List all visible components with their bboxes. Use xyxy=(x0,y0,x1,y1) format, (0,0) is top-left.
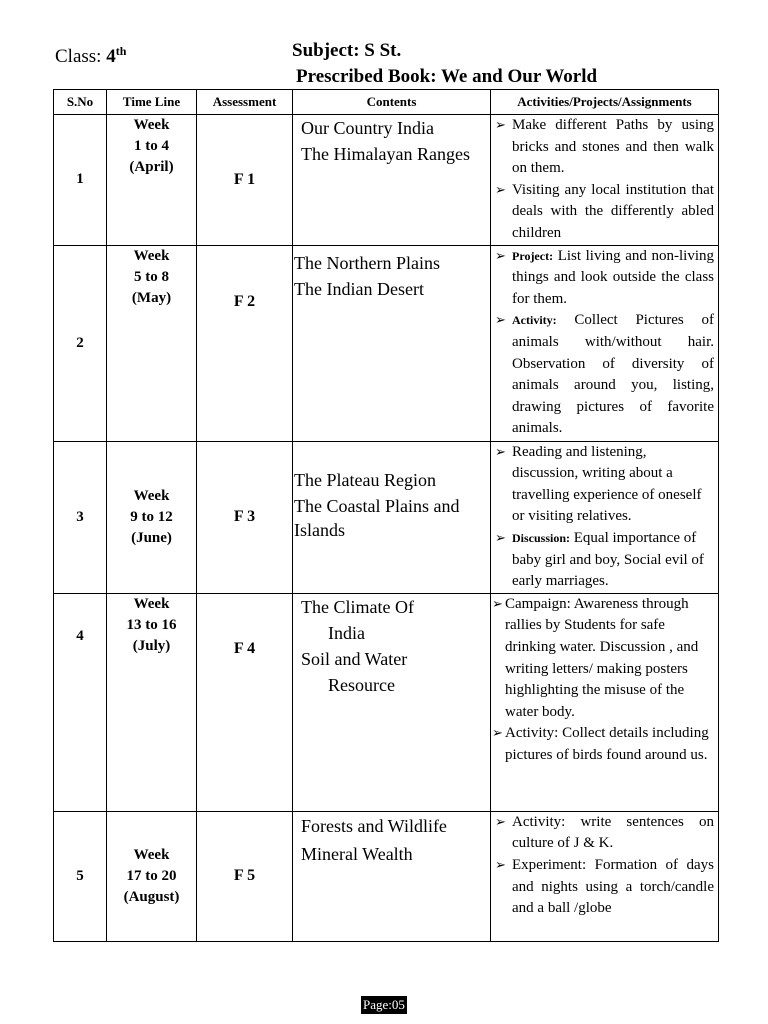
arrow-bullet-icon: ➢ xyxy=(495,857,506,873)
timeline-week: Week xyxy=(133,595,170,612)
row-sno: 4 xyxy=(54,593,107,811)
content-topic: The Coastal Plains and Islands xyxy=(294,495,460,540)
content-topic: Resource xyxy=(328,674,395,695)
row-timeline xyxy=(107,245,197,441)
table-row xyxy=(54,811,719,941)
timeline-range: 9 to 12 xyxy=(130,508,173,525)
timeline-week: Week xyxy=(133,117,170,133)
arrow-bullet-icon: ➢ xyxy=(495,814,506,830)
content-topic: Forests and Wildlife xyxy=(301,815,447,836)
row-assessment: F 3 xyxy=(197,441,293,593)
activity-item: ➢ Reading and listening, discussion, writing about a travelling experience of oneself or visiting relatives. xyxy=(495,443,702,525)
row-activities xyxy=(491,115,719,246)
timeline-week: Week xyxy=(133,487,170,504)
activity-item: ➢ Activity: Collect details including pictures of birds found around us. xyxy=(492,725,709,763)
table-row xyxy=(54,115,719,246)
activity-item: ➢ Activity: write sentences on culture of J & K. xyxy=(495,813,714,852)
row-contents xyxy=(293,593,491,811)
timeline-week: Week xyxy=(133,247,170,264)
row-timeline xyxy=(107,115,197,246)
content-topic: The Plateau Region xyxy=(294,469,436,490)
arrow-bullet-icon: ➢ xyxy=(492,726,503,742)
arrow-bullet-icon: ➢ xyxy=(495,444,506,460)
timeline-week: Week xyxy=(133,846,170,863)
content-topic: The Indian Desert xyxy=(294,278,424,299)
row-assessment: F 4 xyxy=(197,593,293,811)
activity-item: ➢ Campaign: Awareness through rallies by Students for safe drinking water. Discussion , and writing letters/ making posters highlighting the misuse of the water body. xyxy=(492,595,699,720)
row-assessment: F 2 xyxy=(197,245,293,441)
arrow-bullet-icon: ➢ xyxy=(495,182,506,198)
timeline-range: 1 to 4 xyxy=(134,138,169,154)
row-contents xyxy=(293,245,491,441)
content-topic: India xyxy=(328,622,365,643)
activity-item: ➢ Make different Paths by using bricks and stones and then walk on them. xyxy=(495,117,714,177)
content-topic: The Himalayan Ranges xyxy=(301,144,470,164)
row-timeline xyxy=(107,811,197,941)
row-timeline xyxy=(107,593,197,811)
col-header-assessment: Assessment xyxy=(197,90,293,115)
row-sno: 5 xyxy=(54,811,107,941)
prescribed-book-title: Prescribed Book: We and Our World xyxy=(296,66,598,87)
timeline-month: (August) xyxy=(123,888,180,905)
row-assessment: F 5 xyxy=(197,811,293,941)
timeline-range: 13 to 16 xyxy=(126,616,177,633)
timeline-month: (June) xyxy=(131,529,172,546)
col-header-contents: Contents xyxy=(293,90,491,115)
syllabus-table xyxy=(53,89,719,942)
content-topic: Mineral Wealth xyxy=(301,843,413,864)
col-header-activities: Activities/Projects/Assignments xyxy=(491,90,719,115)
class-label: Class: 4th xyxy=(55,44,127,67)
col-header-sno: S.No xyxy=(54,90,107,115)
arrow-bullet-icon: ➢ xyxy=(495,313,506,329)
activity-item: ➢ Visiting any local institution that deals with the differently abled children xyxy=(495,181,714,241)
timeline-month: (April) xyxy=(129,159,174,175)
content-topic: Our Country India xyxy=(301,118,434,138)
activity-item: ➢ Discussion: Equal importance of baby girl and boy, Social evil of early marriages. xyxy=(495,529,704,590)
arrow-bullet-icon: ➢ xyxy=(495,248,506,264)
row-activities xyxy=(491,811,719,941)
content-topic: The Northern Plains xyxy=(294,252,440,273)
row-activities xyxy=(491,593,719,811)
row-activities xyxy=(491,245,719,441)
content-topic: Soil and Water xyxy=(301,648,408,669)
activity-item: ➢ Project: List living and non-living things and look outside the class for them. xyxy=(495,247,715,307)
table-header-row xyxy=(54,90,719,115)
timeline-range: 5 to 8 xyxy=(134,268,169,285)
subject-title: Subject: S St. xyxy=(292,40,402,61)
arrow-bullet-icon: ➢ xyxy=(495,530,506,546)
row-assessment: F 1 xyxy=(197,115,293,246)
activity-item: ➢ Activity: Collect Pictures of animals with/without hair. Observation of diversity of animals around you, listing, drawing pictures of favorite animals. xyxy=(495,312,714,437)
table-row xyxy=(54,593,719,811)
table-row xyxy=(54,245,719,441)
content-topic: The Climate Of xyxy=(301,596,414,617)
arrow-bullet-icon: ➢ xyxy=(492,596,503,612)
activity-item: ➢ Experiment: Formation of days and nights using a torch/candle and a ball /globe xyxy=(495,856,714,917)
arrow-bullet-icon: ➢ xyxy=(495,118,506,133)
row-contents xyxy=(293,811,491,941)
row-contents xyxy=(293,441,491,593)
row-sno: 3 xyxy=(54,441,107,593)
page-number: Page:05 xyxy=(363,997,405,1012)
row-timeline xyxy=(107,441,197,593)
timeline-month: (July) xyxy=(132,637,171,654)
table-row xyxy=(54,441,719,593)
row-contents xyxy=(293,115,491,246)
row-sno: 2 xyxy=(54,245,107,441)
row-activities xyxy=(491,441,719,593)
row-sno: 1 xyxy=(54,115,107,246)
col-header-timeline: Time Line xyxy=(107,90,197,115)
timeline-range: 17 to 20 xyxy=(126,867,177,884)
timeline-month: (May) xyxy=(131,289,172,306)
